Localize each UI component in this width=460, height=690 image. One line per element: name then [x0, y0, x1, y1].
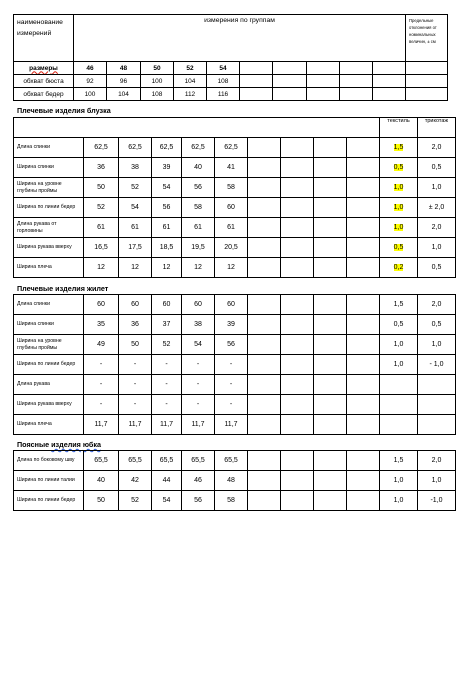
empty-cell — [347, 395, 380, 415]
empty-cell — [248, 198, 281, 218]
value-cell: 39 — [152, 158, 182, 178]
empty-cell — [281, 491, 314, 511]
empty-cell — [281, 138, 314, 158]
empty-cell — [281, 198, 314, 218]
row-label: Ширина по линии талии — [14, 471, 84, 491]
textile-tolerance: 1,0 — [380, 491, 418, 511]
value-cell: 12 — [215, 258, 248, 278]
value-cell: 52 — [84, 198, 119, 218]
row-label: Длина рукава от горловины — [14, 218, 84, 238]
empty-cell — [248, 218, 281, 238]
textile-tolerance: 1,0 — [380, 198, 418, 218]
textile-tolerance: 1,0 — [380, 178, 418, 198]
empty-cell — [281, 471, 314, 491]
size-cell: 48 — [107, 62, 141, 75]
value-cell: 38 — [182, 315, 215, 335]
value-cell: 65,5 — [84, 451, 119, 471]
table-row: обхват бюста 92 96 100 104 108 — [14, 75, 448, 88]
value-cell: 19,5 — [182, 238, 215, 258]
empty-cell — [314, 198, 347, 218]
value-cell: 18,5 — [152, 238, 182, 258]
empty-cell — [281, 295, 314, 315]
knit-tolerance: -1,0 — [418, 491, 456, 511]
row-label: обхват бедер — [14, 88, 74, 101]
empty-cell — [281, 238, 314, 258]
empty-cell — [347, 375, 380, 395]
empty-cell — [281, 315, 314, 335]
value-cell: 11,7 — [215, 415, 248, 435]
value-cell: 54 — [182, 335, 215, 355]
size-cell: 50 — [141, 62, 174, 75]
empty-cell — [248, 355, 281, 375]
value-cell: 12 — [119, 258, 152, 278]
value-cell: 60 — [182, 295, 215, 315]
blouse-table — [13, 117, 456, 278]
row-label: Ширина на уровне глубины проймы — [14, 335, 84, 355]
empty-cell — [281, 415, 314, 435]
value-cell: 42 — [119, 471, 152, 491]
empty-cell — [347, 198, 380, 218]
value-cell: 65,5 — [119, 451, 152, 471]
value-cell: - — [182, 375, 215, 395]
row-label: Ширина спинки — [14, 315, 84, 335]
row-label: Ширина плеча — [14, 415, 84, 435]
value-cell: 61 — [152, 218, 182, 238]
value-cell: 40 — [84, 471, 119, 491]
value-cell: 62,5 — [119, 138, 152, 158]
value-cell: 61 — [84, 218, 119, 238]
value-cell: 60 — [215, 295, 248, 315]
value-cell: 54 — [152, 491, 182, 511]
empty-cell — [347, 471, 380, 491]
value-cell: 65,5 — [152, 451, 182, 471]
value-cell: 39 — [215, 315, 248, 335]
section-title-skirt: Поясные изделия юбка — [17, 440, 101, 449]
knit-tolerance: 2,0 — [418, 295, 456, 315]
value-cell: 11,7 — [152, 415, 182, 435]
groups-header: измерения по группам — [74, 15, 406, 62]
table-row — [14, 258, 456, 278]
empty-cell — [281, 355, 314, 375]
empty-cell — [248, 158, 281, 178]
column-header-row — [14, 118, 456, 138]
empty-cell — [248, 375, 281, 395]
empty-cell — [347, 315, 380, 335]
value-cell: 60 — [119, 295, 152, 315]
empty-cell — [347, 335, 380, 355]
textile-tolerance: 1,0 — [380, 471, 418, 491]
value-cell: 41 — [215, 158, 248, 178]
size-cell: 54 — [207, 62, 240, 75]
table-row — [14, 451, 456, 471]
row-label: Длина спинки — [14, 138, 84, 158]
knit-tolerance: 2,0 — [418, 451, 456, 471]
empty-cell — [248, 415, 281, 435]
empty-cell — [347, 258, 380, 278]
table-row — [14, 491, 456, 511]
row-label: Ширина рукава вверху — [14, 238, 84, 258]
knit-tolerance: 0,5 — [418, 258, 456, 278]
knit-header: трикотаж — [418, 118, 456, 138]
textile-tolerance: 1,5 — [380, 295, 418, 315]
empty-cell — [347, 451, 380, 471]
table-row — [14, 355, 456, 375]
value-cell: 54 — [152, 178, 182, 198]
empty-cell — [314, 295, 347, 315]
empty-cell — [314, 415, 347, 435]
empty-cell — [347, 158, 380, 178]
value-cell: - — [215, 395, 248, 415]
empty-cell — [314, 375, 347, 395]
value-cell: 38 — [119, 158, 152, 178]
empty-cell — [314, 315, 347, 335]
value-cell: 37 — [152, 315, 182, 335]
value-cell: 52 — [152, 335, 182, 355]
empty-cell — [347, 238, 380, 258]
empty-cell — [347, 355, 380, 375]
textile-tolerance: 0,5 — [380, 238, 418, 258]
table-row — [14, 335, 456, 355]
value-cell: 58 — [215, 491, 248, 511]
knit-tolerance — [418, 395, 456, 415]
size-cell: 46 — [74, 62, 107, 75]
textile-tolerance: 0,2 — [380, 258, 418, 278]
value-cell: - — [119, 395, 152, 415]
size-cell — [307, 62, 340, 75]
knit-tolerance: 1,0 — [418, 471, 456, 491]
sizes-label: размеры — [14, 62, 74, 75]
value-cell: 36 — [119, 315, 152, 335]
value-cell: 52 — [119, 178, 152, 198]
table-row — [14, 415, 456, 435]
value-cell: 61 — [215, 218, 248, 238]
value-cell: - — [119, 375, 152, 395]
empty-cell — [248, 238, 281, 258]
value-cell: 52 — [119, 491, 152, 511]
empty-cell — [281, 451, 314, 471]
value-cell: - — [215, 355, 248, 375]
empty-cell — [314, 158, 347, 178]
value-cell: 62,5 — [182, 138, 215, 158]
knit-tolerance — [418, 375, 456, 395]
row-label: Ширина на уровне глубины проймы — [14, 178, 84, 198]
value-cell: 62,5 — [215, 138, 248, 158]
value-cell: 11,7 — [119, 415, 152, 435]
knit-tolerance: 1,0 — [418, 238, 456, 258]
empty-cell — [314, 218, 347, 238]
empty-cell — [248, 315, 281, 335]
empty-cell — [248, 451, 281, 471]
textile-tolerance: 1,5 — [380, 451, 418, 471]
textile-tolerance — [380, 415, 418, 435]
value-cell: 44 — [152, 471, 182, 491]
empty-cell — [314, 395, 347, 415]
row-label: Длина спинки — [14, 295, 84, 315]
size-cell — [240, 62, 273, 75]
empty-cell — [248, 335, 281, 355]
textile-tolerance: 0,5 — [380, 158, 418, 178]
table-row — [14, 158, 456, 178]
size-cell — [340, 62, 373, 75]
knit-tolerance: 0,5 — [418, 315, 456, 335]
knit-tolerance: 1,0 — [418, 178, 456, 198]
empty-cell — [281, 258, 314, 278]
value-cell: 12 — [84, 258, 119, 278]
empty-cell — [314, 178, 347, 198]
table-row — [14, 198, 456, 218]
knit-tolerance: 1,0 — [418, 335, 456, 355]
textile-tolerance: 1,0 — [380, 355, 418, 375]
sizes-header-table — [13, 14, 448, 101]
table-row — [14, 218, 456, 238]
row-label: Ширина спинки — [14, 158, 84, 178]
table-row — [14, 395, 456, 415]
table-row: обхват бедер 100 104 108 112 116 — [14, 88, 448, 101]
value-cell: 56 — [182, 491, 215, 511]
empty-cell — [281, 375, 314, 395]
empty-cell — [248, 395, 281, 415]
table-row — [14, 375, 456, 395]
empty-cell — [314, 471, 347, 491]
value-cell: - — [182, 355, 215, 375]
textile-tolerance: 1,0 — [380, 335, 418, 355]
value-cell: 11,7 — [84, 415, 119, 435]
table-row — [14, 138, 456, 158]
empty-cell — [281, 395, 314, 415]
row-label: Длина по боковому шву — [14, 451, 84, 471]
empty-cell — [248, 491, 281, 511]
section-title-blouse: Плечевые изделия блузка — [17, 106, 111, 115]
value-cell: 58 — [182, 198, 215, 218]
value-cell: - — [152, 355, 182, 375]
textile-tolerance — [380, 395, 418, 415]
row-label: Длина рукава — [14, 375, 84, 395]
value-cell: 48 — [215, 471, 248, 491]
row-label: обхват бюста — [14, 75, 74, 88]
empty-cell — [314, 451, 347, 471]
empty-cell — [314, 258, 347, 278]
knit-tolerance — [418, 415, 456, 435]
knit-tolerance: 2,0 — [418, 138, 456, 158]
empty-cell — [248, 138, 281, 158]
empty-cell — [314, 138, 347, 158]
value-cell: - — [84, 375, 119, 395]
value-cell: 56 — [152, 198, 182, 218]
size-cell — [406, 62, 448, 75]
value-cell: 61 — [119, 218, 152, 238]
size-cell — [273, 62, 307, 75]
empty-cell — [314, 335, 347, 355]
value-cell: 50 — [84, 491, 119, 511]
empty-cell — [248, 471, 281, 491]
value-cell: 12 — [152, 258, 182, 278]
table-row — [14, 178, 456, 198]
value-cell: 36 — [84, 158, 119, 178]
value-cell: 54 — [119, 198, 152, 218]
empty-cell — [347, 178, 380, 198]
value-cell: 50 — [119, 335, 152, 355]
value-cell: 11,7 — [182, 415, 215, 435]
value-cell: 61 — [182, 218, 215, 238]
value-cell: 40 — [182, 158, 215, 178]
skirt-table — [13, 450, 456, 511]
value-cell: 60 — [152, 295, 182, 315]
textile-tolerance: 1,5 — [380, 138, 418, 158]
empty-cell — [248, 295, 281, 315]
vest-table — [13, 294, 456, 435]
value-cell: - — [182, 395, 215, 415]
empty-cell — [248, 178, 281, 198]
empty-cell — [347, 415, 380, 435]
value-cell: 62,5 — [152, 138, 182, 158]
value-cell: 58 — [215, 178, 248, 198]
value-cell: 50 — [84, 178, 119, 198]
table-row — [14, 238, 456, 258]
table-row — [14, 471, 456, 491]
textile-header: текстиль — [380, 118, 418, 138]
empty-cell — [347, 491, 380, 511]
value-cell: 56 — [215, 335, 248, 355]
textile-tolerance — [380, 375, 418, 395]
knit-tolerance: ± 2,0 — [418, 198, 456, 218]
value-cell: 35 — [84, 315, 119, 335]
value-cell: - — [152, 395, 182, 415]
empty-cell — [248, 258, 281, 278]
name-header: наименование измерений — [14, 15, 74, 62]
empty-cell — [281, 178, 314, 198]
empty-cell — [314, 355, 347, 375]
size-cell: 52 — [174, 62, 207, 75]
value-cell: - — [84, 355, 119, 375]
empty-cell — [347, 295, 380, 315]
row-label: Ширина по линии бедер — [14, 491, 84, 511]
value-cell: 62,5 — [84, 138, 119, 158]
value-cell: 20,5 — [215, 238, 248, 258]
value-cell: 65,5 — [182, 451, 215, 471]
empty-cell — [314, 491, 347, 511]
value-cell: 65,5 — [215, 451, 248, 471]
value-cell: 60 — [215, 198, 248, 218]
empty-cell — [281, 218, 314, 238]
value-cell: - — [119, 355, 152, 375]
knit-tolerance: 0,5 — [418, 158, 456, 178]
value-cell: 12 — [182, 258, 215, 278]
value-cell: 56 — [182, 178, 215, 198]
value-cell: 17,5 — [119, 238, 152, 258]
row-label: Ширина рукава вверху — [14, 395, 84, 415]
value-cell: 16,5 — [84, 238, 119, 258]
row-label: Ширина по линии бедер — [14, 198, 84, 218]
empty-cell — [281, 335, 314, 355]
empty-cell — [347, 218, 380, 238]
value-cell: - — [84, 395, 119, 415]
knit-tolerance: 2,0 — [418, 218, 456, 238]
textile-tolerance: 0,5 — [380, 315, 418, 335]
knit-tolerance: - 1,0 — [418, 355, 456, 375]
value-cell: 46 — [182, 471, 215, 491]
textile-tolerance: 1,0 — [380, 218, 418, 238]
row-label: Ширина плеча — [14, 258, 84, 278]
value-cell: - — [215, 375, 248, 395]
table-row — [14, 315, 456, 335]
empty-cell — [347, 138, 380, 158]
empty-cell — [281, 158, 314, 178]
table-row — [14, 295, 456, 315]
value-cell: - — [152, 375, 182, 395]
empty-cell — [314, 238, 347, 258]
tolerance-header: Предельные отклонения от номинальных величин, ± см — [406, 15, 448, 62]
row-label: Ширина по линии бедер — [14, 355, 84, 375]
value-cell: 49 — [84, 335, 119, 355]
size-cell — [373, 62, 406, 75]
section-title-vest: Плечевые изделия жилет — [17, 284, 109, 293]
value-cell: 60 — [84, 295, 119, 315]
